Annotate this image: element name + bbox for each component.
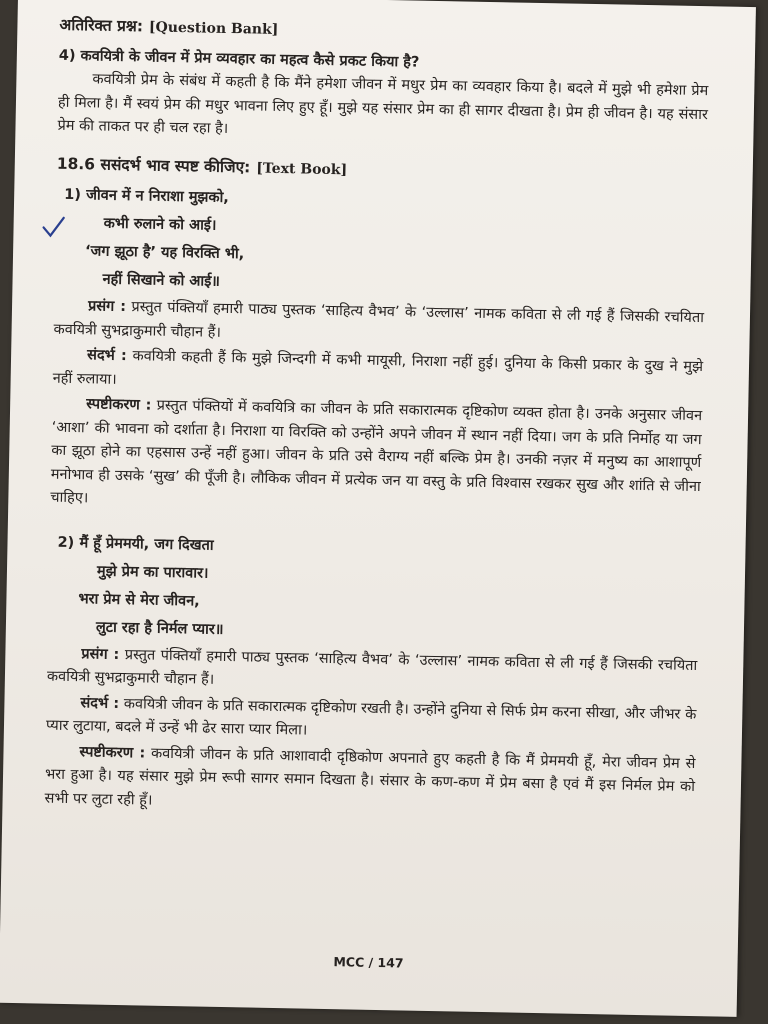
poem-1-line: जीवन में न निराशा मुझको,: [86, 187, 229, 206]
item2-prasang: प्रसंग : प्रस्तुत पंक्तियाँ हमारी पाठ्य पुस्तक ‘साहित्य वैभव’ के ‘उल्लास’ नामक कविता से ली गई हैं जिसकी रचयिता कवयित्री सुभद्राकुमारी चौहान हैं।: [46, 645, 698, 688]
poem-2-line: मैं हूँ प्रेममयी, जग दिखता: [79, 534, 214, 554]
poem-2-line: भरा प्रेम से मेरा जीवन,: [78, 590, 200, 610]
poem-2-line: लुटा रहा है निर्मल प्यार॥: [95, 619, 224, 638]
poem-1-line: कभी रुलाने को आई।: [103, 215, 217, 234]
poem-1-line: नहीं सिखाने को आई॥: [102, 271, 221, 290]
item1-spashtikaran: स्पष्टीकरण : प्रस्तुत पंक्तियों में कवयित्रि का जीवन के प्रति सकारात्मक दृष्टिकोण व्यक्त होता है। उनके अनुसार जीवन ‘आशा’ की भावना को दर्शाता है। निराशा या विरक्ति को उन्होंने अपने जीवन में स्थान नहीं दिया। जग के प्रति निर्मोह या जग का झूठा होने का एहसास उन्हें नहीं हुआ। जीवन के प्रति उसे वैराग्य नहीं बल्कि प्रेम है। उनकी नज़र में मनुष्य का आशापूर्ण मनोभाव ही उसके ‘सुख’ की पूँजी है। लौकिक जीवन में प्रत्येक जन या वस्तु के प्रति विश्वास रखकर सुख और शांति से जीना चाहिए।: [50, 396, 703, 507]
item2-sandarbh: संदर्भ : कवयित्री जीवन के प्रति सकारात्मक दृष्टिकोण रखती है। उन्होंने दुनिया से सिर्फ प्रेम करना सीखा, और जीभर के प्यार लुटाया, बदले में उन्हें भी ढेर सारा प्यार मिला।: [45, 694, 697, 739]
poem-1: 1) जीवन में न निराशा मुझको, कभी रुलाने को आई। ‘जग झूठा है’ यह विरक्ति भी, नहीं सिखाने को आई॥: [54, 181, 706, 305]
item2-spashtikaran: स्पष्टीकरण : कवयित्री जीवन के प्रति आशावादी दृष्ठिकोण अपनाते हुए कहती है कि मैं प्रेममयी हूँ, मेरा जीवन प्रेम से भरा हुआ है। यह संसार मुझे प्रेम रूपी सागर समान दिखता है। संसार के कण-कण में प्रेम बसा है एवं मैं इस निर्मल प्रेम को सभी पर लुटा रही हूँ।: [44, 743, 696, 809]
poem-2-line: मुझे प्रेम का पारावार।: [96, 563, 209, 582]
poem-2: 2) मैं हूँ प्रेममयी, जग दिखता मुझे प्रेम का पारावार। भरा प्रेम से मेरा जीवन, लुटा रहा है निर्मल प्यार॥: [48, 528, 700, 652]
extra-questions-heading: अतिरिक्त प्रश्न: [Question Bank]: [59, 15, 279, 38]
item1-sandarbh: संदर्भ : कवयित्री कहती हैं कि मुझे जिन्दगी में कभी मायूसी, निराशा नहीं हुई। दुनिया के किसी प्रकार के दुख ने मुझे नहीं रुलाया।: [52, 347, 704, 388]
question-4-answer: कवयित्री प्रेम के संबंध में कहती है कि मैंने हमेशा जीवन में मधुर प्रेम का व्यवहार किया है। बदले में मुझे भी हमेशा प्रेम ही मिला है। मैं स्वयं प्रेम की मधुर भावना लिए हुए हूँ। मुझे यह संसार प्रेम का ही सागर दीखता है। प्रेम ही जीवन है। यह संसार प्रेम की ताकत पर ही चल रहा है।: [57, 71, 709, 137]
page-content: [44, 14, 709, 823]
page-number: MCC / 147: [333, 954, 404, 971]
poem-1-line: ‘जग झूठा है’ यह विरक्ति भी,: [84, 243, 245, 263]
question-4-title: 4) कवयित्री के जीवन में प्रेम व्यवहार का महत्व कैसे प्रकट किया है?: [58, 47, 420, 71]
item1-prasang: प्रसंग : प्रस्तुत पंक्तियाँ हमारी पाठ्य पुस्तक ‘साहित्य वैभव’ के ‘उल्लास’ नामक कविता से ली गई हैं जिसकी रचयिता कवयित्री सुभद्राकुमारी चौहान हैं।: [53, 298, 705, 341]
section-heading: 18.6 ससंदर्भ भाव स्पष्ट कीजिए: [Text Book]: [56, 154, 348, 178]
